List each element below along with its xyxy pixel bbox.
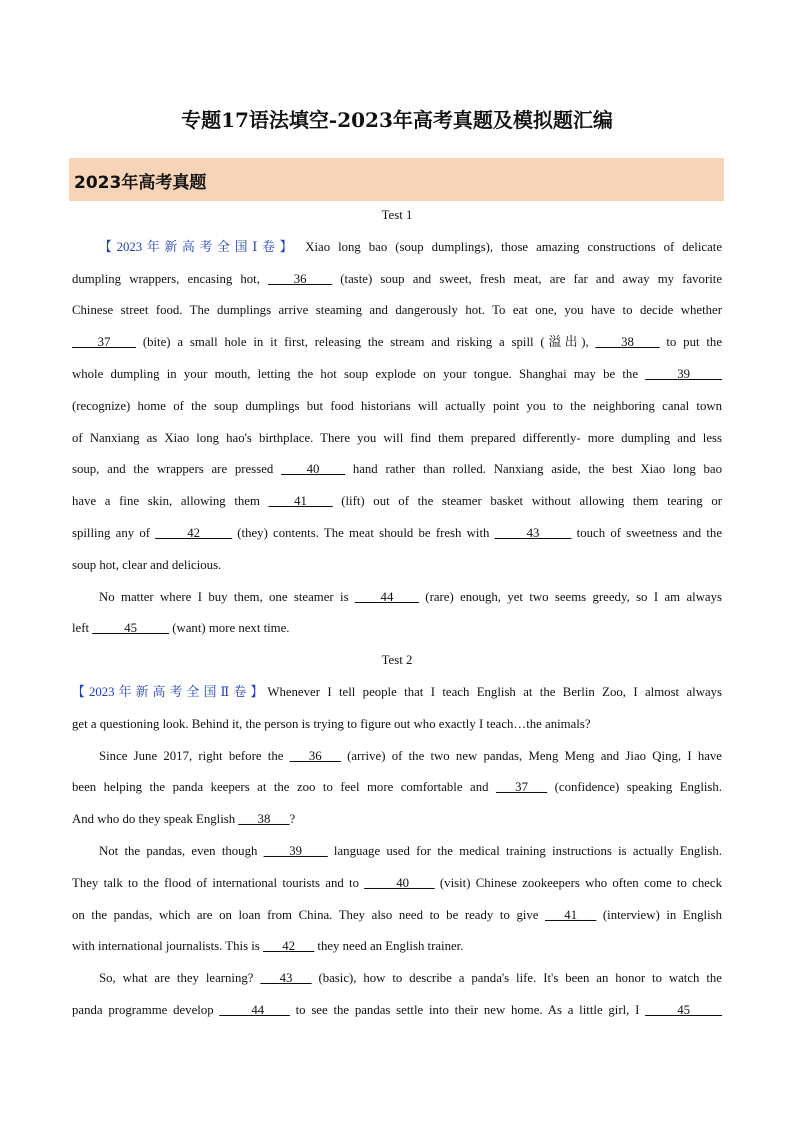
text-line	[72, 582, 722, 614]
text-span: to see the pandas settle into their new home. As a little girl, I	[289, 1002, 646, 1017]
text-line	[72, 327, 722, 359]
text-line	[72, 264, 722, 296]
test-2-paragraph-1	[72, 677, 722, 741]
text-span: dumpling wrappers, encasing hot,	[72, 271, 269, 286]
section-title: 2023年高考真题	[74, 173, 207, 193]
blank-37[interactable]: ____37____	[72, 335, 136, 350]
text-span: get a questioning look. Behind it, the person is trying to figure out who exactly I teach…the animals?	[72, 716, 591, 731]
text-span: soup, and the wrappers are pressed	[72, 462, 282, 477]
text-span: on the pandas, which are on loan from China. They also need to be ready to give	[72, 907, 546, 922]
blank-2-40[interactable]: _____40____	[364, 875, 435, 890]
blank-39[interactable]: _____39_____	[645, 366, 722, 381]
text-span: Chinese street food. The dumplings arrive steaming and dangerously hot. To eat one, you have to decide whether	[72, 303, 722, 318]
text-line	[72, 868, 722, 900]
text-line	[72, 963, 722, 995]
text-span: (want) more next time.	[169, 621, 290, 636]
text-line	[72, 995, 722, 1027]
text-span: touch of sweetness and the	[571, 525, 723, 540]
blank-2-38[interactable]: ___38___	[238, 812, 290, 827]
blank-2-37[interactable]: ___37___	[495, 780, 548, 795]
text-line	[72, 486, 722, 518]
blank-42[interactable]: _____42_____	[155, 525, 233, 540]
blank-40[interactable]: ____40____	[281, 462, 346, 477]
text-span: (lift) out of the steamer basket without allowing them tearing or	[332, 494, 722, 509]
text-line	[72, 709, 722, 741]
blank-41[interactable]: ____41____	[268, 494, 333, 509]
text-span: (basic), how to describe a panda's life. It's been an honor to watch the	[311, 971, 722, 986]
text-span: language used for the medical training instructions is actually English.	[327, 843, 723, 858]
text-span: (rare) enough, yet two seems greedy, so I am always	[418, 589, 722, 604]
text-span: ?	[289, 812, 296, 827]
text-line	[72, 677, 722, 709]
text-span: Whenever I tell people that I teach English at the Berlin Zoo, I almost always	[267, 684, 723, 699]
page-title: 专题17语法填空-2023年高考真题及模拟题汇编	[181, 108, 613, 132]
text-span: (interview) in English	[596, 907, 723, 922]
text-span: Not the pandas, even though	[99, 843, 264, 858]
blank-38[interactable]: ____38____	[595, 335, 660, 350]
blank-45[interactable]: _____45_____	[92, 621, 170, 636]
blank-2-36[interactable]: ___36___	[289, 748, 341, 763]
test-1-paragraph-2	[72, 582, 722, 646]
text-span: they need an English trainer.	[314, 939, 464, 954]
text-line	[72, 772, 722, 804]
text-span: So, what are they learning?	[99, 971, 261, 986]
blank-2-41[interactable]: ___41___	[545, 907, 597, 922]
text-line	[72, 804, 722, 836]
blank-2-42[interactable]: ___42___	[263, 939, 315, 954]
text-span: to put the	[659, 335, 722, 350]
text-span: have a fine skin, allowing them	[72, 494, 269, 509]
text-span: (arrive) of the two new pandas, Meng Meng and Jiao Qing, I have	[340, 748, 722, 763]
test-1-paragraph-1	[72, 232, 722, 582]
text-line	[72, 741, 722, 773]
text-span: (bite) a small hole in it first, releasing the stream and risking a spill (溢出),	[135, 335, 596, 350]
text-line	[72, 613, 722, 645]
text-span: (confidence) speaking English.	[547, 780, 723, 795]
blank-2-45[interactable]: _____45_____	[645, 1002, 722, 1017]
text-line	[72, 295, 722, 327]
text-span: of Nanxiang as Xiao long hao's birthplace. There you will find them prepared differently- more dumpling and less	[72, 430, 722, 445]
text-span: whole dumpling in your mouth, letting the hot soup explode on your tongue. Shanghai may be the	[72, 366, 646, 381]
text-span: soup hot, clear and delicious.	[72, 557, 222, 572]
text-span: (taste) soup and sweet, fresh meat, are far and away my favorite	[332, 271, 722, 286]
text-span: And who do they speak English	[72, 812, 239, 827]
blank-2-43[interactable]: ___43___	[260, 971, 312, 986]
text-span: Since June 2017, right before the	[99, 748, 290, 763]
source-tag: 【2023年新高考全国Ⅰ卷】	[99, 239, 298, 254]
text-span: been helping the panda keepers at the zoo to feel more comfortable and	[72, 780, 496, 795]
text-span: (recognize) home of the soup dumplings but food historians will actually point you to the neighboring canal town	[72, 398, 722, 413]
text-span: (they) contents. The meat should be fresh with	[232, 525, 495, 540]
blank-2-44[interactable]: _____44____	[219, 1002, 290, 1017]
text-span: panda programme develop	[72, 1002, 220, 1017]
text-span: hand rather than rolled. Nanxiang aside, the best Xiao long bao	[345, 462, 722, 477]
text-line	[72, 391, 722, 423]
blank-44[interactable]: ____44____	[354, 589, 419, 604]
blank-36[interactable]: ____36____	[268, 271, 333, 286]
source-tag: 【2023年新高考全国Ⅱ卷】	[72, 684, 268, 699]
text-span: with international journalists. This is	[72, 939, 263, 954]
text-line	[72, 359, 722, 391]
text-span: Xiao long bao (soup dumplings), those amazing constructions of delicate	[297, 239, 723, 254]
text-line	[72, 836, 722, 868]
text-span: (visit) Chinese zookeepers who often come to check	[434, 875, 722, 890]
blank-43[interactable]: _____43_____	[494, 525, 572, 540]
text-line	[72, 232, 722, 264]
test-2-paragraph-2	[72, 741, 722, 836]
document-body	[72, 200, 722, 1027]
test-2-paragraph-4	[72, 963, 722, 1027]
test-1-label: Test 1	[381, 208, 413, 222]
text-line	[72, 550, 722, 582]
text-span: spilling any of	[72, 525, 156, 540]
text-line	[72, 931, 722, 963]
text-span: They talk to the flood of international tourists and to	[72, 875, 365, 890]
text-line	[72, 454, 722, 486]
blank-2-39[interactable]: ____39____	[263, 843, 328, 858]
text-line	[72, 900, 722, 932]
text-span: left	[72, 621, 93, 636]
text-span: No matter where I buy them, one steamer is	[99, 589, 355, 604]
test-2-paragraph-3	[72, 836, 722, 963]
text-line	[72, 423, 722, 455]
section-header-bar	[69, 158, 724, 201]
text-line	[72, 518, 722, 550]
test-2-label: Test 2	[381, 653, 413, 668]
